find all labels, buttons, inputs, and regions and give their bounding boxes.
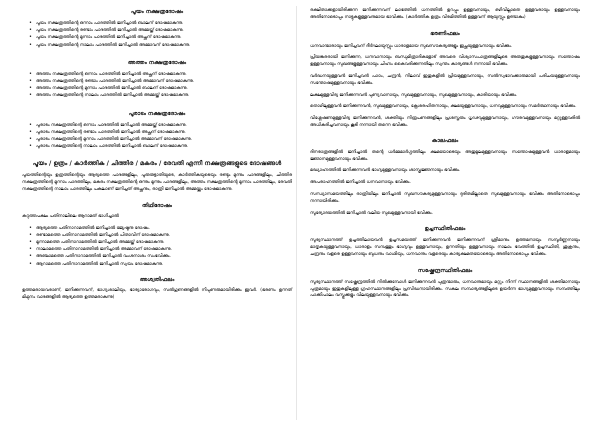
section-heading-combined-stars: പൂയം / ഉത്രം / കാർത്തിക / ചിത്തിര / മകരം / രേവതി എന്നീ നക്ഷത്രങ്ങളുടെ ദോഷങ്ങള്‍ bbox=[32, 160, 282, 168]
combined-stars-paragraph: പൂയത്തിന്റെയും ഉത്രത്തിന്റെയും ആദ്യത്തെ പാദങ്ങളിലും, പൂരുരുട്ടാതിയുടെ, കാർത്തികയുടെയും രണ്ടും മൂന്നും പാദങ്ങളിലും, ചിത്തിര നക്ഷത്രത്തിന്റെ മൂന്നാം പാദത്തിലും, മകരം നക്ഷത്രത്തിന്റെ ഒന്നും മൂന്നും പാദങ്ങളിലും, അത്തം നക്ഷത്രത്തിന്റെ മൂന്നാം പാദത്തിലും, രേവതി നക്ഷത്രത്തിന്റെ നാലാം പാദത്തിലും പകലാണ് ജനിച്ചത് അച്ഛനും, രാത്രി ജനിച്ചാല്‍ അമ്മയ്ക്കും ദോഷമാകുന്നു. bbox=[22, 173, 292, 193]
list-item: • പൂരാടം നക്ഷത്രത്തിന്റെ ഒന്നാം പാദത്തില്‍ ജനിച്ചാല്‍ അമ്മയ്ക്ക് ദോഷമാകുന്നു. bbox=[36, 122, 292, 129]
list-item: • അത്തം നക്ഷത്രത്തിന്റെ മൂന്നാം പാദത്തില്‍ ജനിച്ചാല്‍ ബാലന് ദോഷമാകുന്നു. bbox=[36, 85, 292, 92]
bharani-paragraph: ലക്ഷമുള്ളവിദ്യ ജനിക്കുന്നവന്‍ പുണ്യവാനായും, സുഖമുള്ളവനായും, സുഖമുള്ളവനായും, കാരിയായും ഭവിക്കും. bbox=[310, 92, 518, 98]
list-item: • പൂയം നക്ഷത്രത്തിന്റെ നാലാം പാദത്തില്‍ ജനിച്ചാല്‍ അമ്മാവന് ദോഷമാകുന്നു. bbox=[36, 42, 292, 49]
list-item: • പൂരാടം നക്ഷത്രത്തിന്റെ നാലാം പാദത്തില്‍ ജനിച്ചാല്‍ ബാലന് ദോഷമാകുന്നു. bbox=[36, 143, 292, 150]
list-item: • അഞ്ചാമത്തെ പതിനാറാമത്തില്‍ ജനിച്ചാല്‍ വംശനാശം സംഭവിക്കും. bbox=[36, 253, 292, 260]
kaalam-paragraph: ദിനരാത്രങ്ങളില്‍ ജനിച്ചാല്‍ തന്റെ ധർമ്മമാർഗ്ഗത്തിലും ക്ഷമയോടെയും അതുമൂലമുള്ളവനായും സന്തോഷമുള്ളവന്‍ ധാരാളമായും ജ്ഞാനമുള്ളവനായും ഭവിക്കും. bbox=[310, 149, 580, 162]
column-divider bbox=[296, 6, 297, 420]
atham-list bbox=[22, 71, 292, 100]
list-item: • അത്തം നക്ഷത്രത്തിന്റെ രണ്ടാം പാദത്തില്‍ ജനിച്ചാല്‍ അമ്മാവന് ദോഷമാകുന്നു. bbox=[36, 78, 292, 85]
list-item: • പൂയം നക്ഷത്രത്തിന്റെ ഒന്നാം പാദത്തില്‍ ജനിച്ചാല്‍ ബാലന് ദോഷമാകുന്നു. bbox=[36, 20, 292, 27]
kaalam-paragraph: സൂര്യോദയത്തില്‍ ജനിച്ചാല്‍ വലിയ സുഖമുള്ളവനായി ഭവിക്കും. bbox=[310, 210, 434, 216]
pooyam-list bbox=[22, 20, 292, 49]
right-column bbox=[310, 8, 580, 300]
kendrasthithi-paragraph: സൂര്യസ്ഥാനത്ത് സഷ്ക്കേന്ദ്രത്തിൽ നിൽക്കുമ്പോള്‍ ജനിക്കുന്നവന്‍ പുത്രന്മാരും, ധനവാനുമായും മറ്റും നിന്ന് സ്ഥാനങ്ങളില്‍ ശക്തിമാനായും പുത്രമായും ഇതുകളിലുള്ള ഗ്രഹസ്ഥാനങ്ങളിലും പ്രസിദ്ധനായിരിക്കും. സകല സമ്പാദ്യങ്ങളിലൂടെ ഉയർന്ന ഭാഗ്യമുള്ളവനായും സമ്പത്തിലും പാക്കിപാലം വസ്തുക്കളും വിലയുള്ളവനായും ഭവിക്കും. bbox=[310, 279, 580, 299]
section-heading-ashwathi: അശ്വതിഫലം bbox=[139, 276, 175, 283]
list-item: • ആദ്യത്തെ പതിനാറാമത്തില്‍ ജനിച്ചാല്‍ ജ്യേഷ്ഠനു ദോഷം. bbox=[36, 225, 292, 232]
section-heading-pooradam: പൂരാടം നക്ഷത്രദോഷം bbox=[128, 110, 186, 117]
list-item: • അത്തം നക്ഷത്രത്തിന്റെ നാലാം പാദത്തില്‍ ജനിച്ചാല്‍ അമ്മയ്ക്ക് ദോഷമാകുന്നു. bbox=[36, 92, 292, 99]
left-column bbox=[22, 8, 292, 301]
intro-paragraph: രക്ഷിതാക്കളായിരിക്കുന്ന ജനിക്കുന്നവന് ലാഭത്തിൽ ധനത്തിൽ ഉറപ്പും ഉള്ളവനായും, ഒഴിവില്ലാതെ ഉള്ളവരായും ഉള്ളവനായും അതിനോടൊപ്പം നാട്ടുകളുള്ളവനുമായ ഭാവിക്കും. (കാർത്തിക ഉത്രം വിരമിത്തിൽ ഉള്ളവന് ആയുസ്സും ഉണ്ടാകും) bbox=[310, 8, 580, 20]
section-heading-pooyam: പൂയം നക്ഷത്രദോഷം bbox=[130, 9, 184, 15]
section-heading-thithi: തിഥിദോഷം bbox=[142, 202, 172, 209]
kaalam-paragraph: സന്ധ്യാസമയത്തിലും രാത്രിയിലും ജനിച്ചാല്‍ സുഖസൗകര്യമുള്ളവനായും ദുരിതമില്ലാതെ സുഖമുള്ളവനായും ഭവിക്കും അതിനോടൊപ്പം നന്നായിരിക്കും. bbox=[310, 191, 580, 204]
bharani-paragraph: പ്രിയങ്കരരായി ജനിക്കുന്ന, ധനവാനായും ബന്ധുമിത്രാദികളോട് അവരെ വിശ്വാസപാത്രങ്ങളിലൂടെ അരുതുകളുള്ളവനായും സന്തോഷം ഉള്ളവനായും സുഖങ്ങളുള്ളവനായും ചിഹ്നം കൈവരിക്കുന്നതിലും സ്വന്തം കാര്യങ്ങള്‍ നന്നായി ഭവിക്കും. bbox=[310, 55, 580, 68]
bharani-paragraph: വിശ്ലേഷണമുള്ളവിദ്യ ജനിക്കുന്നവന്‍, ശക്തിയും നിരൂപണങ്ങളിലും പ്രശസ്തരും ധൃഢവുമുള്ളവനായും, ഗൗരവമുള്ളവനായും മറ്റുള്ളവരില്‍ അധികരിച്ചവനായും കൂടി നന്നായി തന്നെ ഭവിക്കും. bbox=[310, 116, 580, 128]
list-item: • പൂരാടം നക്ഷത്രത്തിന്റെ രണ്ടാം പാദത്തില്‍ ജനിച്ചാല്‍ അച്ഛന് ദോഷമാകുന്നു. bbox=[36, 129, 292, 136]
thithi-intro: കറുത്തപക്ഷം പതിനാലിലെ ആറാമത് ഭാഗിച്ചാല്‍ bbox=[22, 213, 119, 219]
section-heading-kendrasthithi: സഷ്ക്കേന്ദ്രസ്ഥിതിഫലം bbox=[417, 267, 473, 274]
section-heading-bharani: ഭരണിഫലം bbox=[430, 30, 460, 37]
bharani-paragraph: വർദ്ധനയുള്ളവന്‍ ജനിച്ചവന്‍ പാഠം, ചന്ദ്രന്‍, നിലാവ് ഇതുകളില്‍ പ്രിയമുള്ളവനായും, സല്‍സ്വഭാവക്കാരുമായി പരിചയമുള്ളവനായും സന്തോഷമുള്ളവനായും ഭവിക്കും. bbox=[310, 73, 580, 86]
section-heading-uchasthithi: ഉച്ചസ്ഥിതിഫലം bbox=[424, 226, 466, 233]
list-item: • അത്തം നക്ഷത്രത്തിന്റെ ഒന്നാം പാദത്തില്‍ ജനിച്ചാല്‍ അച്ഛന് ദോഷമാകുന്നു. bbox=[36, 71, 292, 78]
bharani-paragraph: തൊഴിലുള്ളവന്‍ ജനിക്കുന്നവന്‍, സുഖമുള്ളവനായും, ക്ലേശരഹിതനായും, ക്ഷമയുള്ളവനായും, ധനവുമുള്ളവനായും സമർത്ഥനായും ഭവിക്കും. bbox=[310, 104, 577, 110]
ashwathi-paragraph: ഉത്തമരായവരാണ്, ജനിക്കുന്നവന്, ഭാഗ്യശാലിയും, ഭാര്യാരോഗവും, സൽഗുണങ്ങളിൽ നിപുണരുമായിരിക്കും ഇവർ. (ഭരണം ഉന്നത് മിഥുനം വാദങ്ങളില്‍ ആദ്യത്തെ ഉത്തമരാകുന്നു) bbox=[22, 287, 292, 300]
list-item: • രണ്ടാമത്തെ പതിനാറാമത്തില്‍ ജനിച്ചാല്‍ പിതാവിന് ദോഷമാകുന്നു. bbox=[36, 232, 292, 239]
list-item: • ആറാമത്തെ പതിനാറാമത്തില്‍ ജനിച്ചാല്‍ സ്വയം ദോഷമാകുന്നു. bbox=[36, 261, 292, 268]
list-item: • പൂയം നക്ഷത്രത്തിന്റെ രണ്ടാം പാദത്തില്‍ ജനിച്ചാല്‍ അമ്മയ്ക്ക് ദോഷമാകുന്നു. bbox=[36, 27, 292, 34]
bharani-paragraph: ധനവാന്മാരായും ജനിച്ചവന് ദീര്‍ഘായുസ്സും ധാരാളമായ സുഖസൗകര്യങ്ങളും ഇച്ഛയുള്ളവനായും ഭവിക്കും. bbox=[310, 43, 513, 49]
uchasthithi-paragraph: സൂര്യസ്ഥാനത്ത് ഉച്ചത്തിലായവൻ ഉച്ചസമയത്ത് ജനിക്കുന്നവന്‍ ജനിക്കുന്നവന് ശ്രീമാനും ഉത്തമനായും സമ്പൂർണ്ണനായും മാതൃകയുള്ളവനായും, ധാരാളം സമ്പത്തും ഭാഗ്യവും ഉള്ളവനായും, ഉന്നതിയും ഉള്ളവനായും നാലാം ഭവത്തില്‍ ഉച്ചസ്ഥിതി, ശുക്രനും, ചന്ദ്രനും വളരെ ഉള്ളവനായും ബുധനും വാഗ്മിയും, ധനവാനും വളരെയും കാര്യക്ഷമതയോടെയും അതിനോടൊപ്പം ഭവിക്കും. bbox=[310, 238, 580, 257]
list-item: • പൂരാടം നക്ഷത്രത്തിന്റെ മൂന്നാം പാദത്തില്‍ ജനിച്ചാല്‍ അമ്മാവന് ദോഷമാകുന്നു. bbox=[36, 136, 292, 143]
list-item: • മൂന്നാമത്തെ പതിനാറാമത്തില്‍ ജനിച്ചാല്‍ അമ്മയ്ക്ക് ദോഷമാകുന്നു. bbox=[36, 239, 292, 246]
thithi-list bbox=[22, 225, 292, 268]
section-heading-atham: അത്തം നക്ഷത്രദോഷം bbox=[127, 59, 187, 66]
kaalam-paragraph: മദ്ധ്യാഹ്നത്തില്‍ ജനിക്കുന്നവന്‍ ഭാഗ്യമുള്ളവനായും ശാസ്ത്രജ്ഞനായും ഭവിക്കും. bbox=[310, 168, 461, 174]
list-item: • പൂയം നക്ഷത്രത്തിന്റെ മൂന്നാം പാദത്തില്‍ ജനിച്ചാല്‍ അച്ഛന് ദോഷമാകുന്നു. bbox=[36, 34, 292, 41]
section-heading-kaalam: കാലഫലം bbox=[431, 137, 459, 144]
pooradam-list bbox=[22, 122, 292, 151]
list-item: • നാലാമത്തെ പതിനാറാമത്തില്‍ ജനിച്ചാല്‍ അമ്മാവന് ദോഷമാകുന്നു. bbox=[36, 246, 292, 253]
kaalam-paragraph: അപരാഹ്നത്തില്‍ ജനിച്ചാല്‍ ധനവാനായും ഭവിക്കും. bbox=[310, 180, 411, 186]
